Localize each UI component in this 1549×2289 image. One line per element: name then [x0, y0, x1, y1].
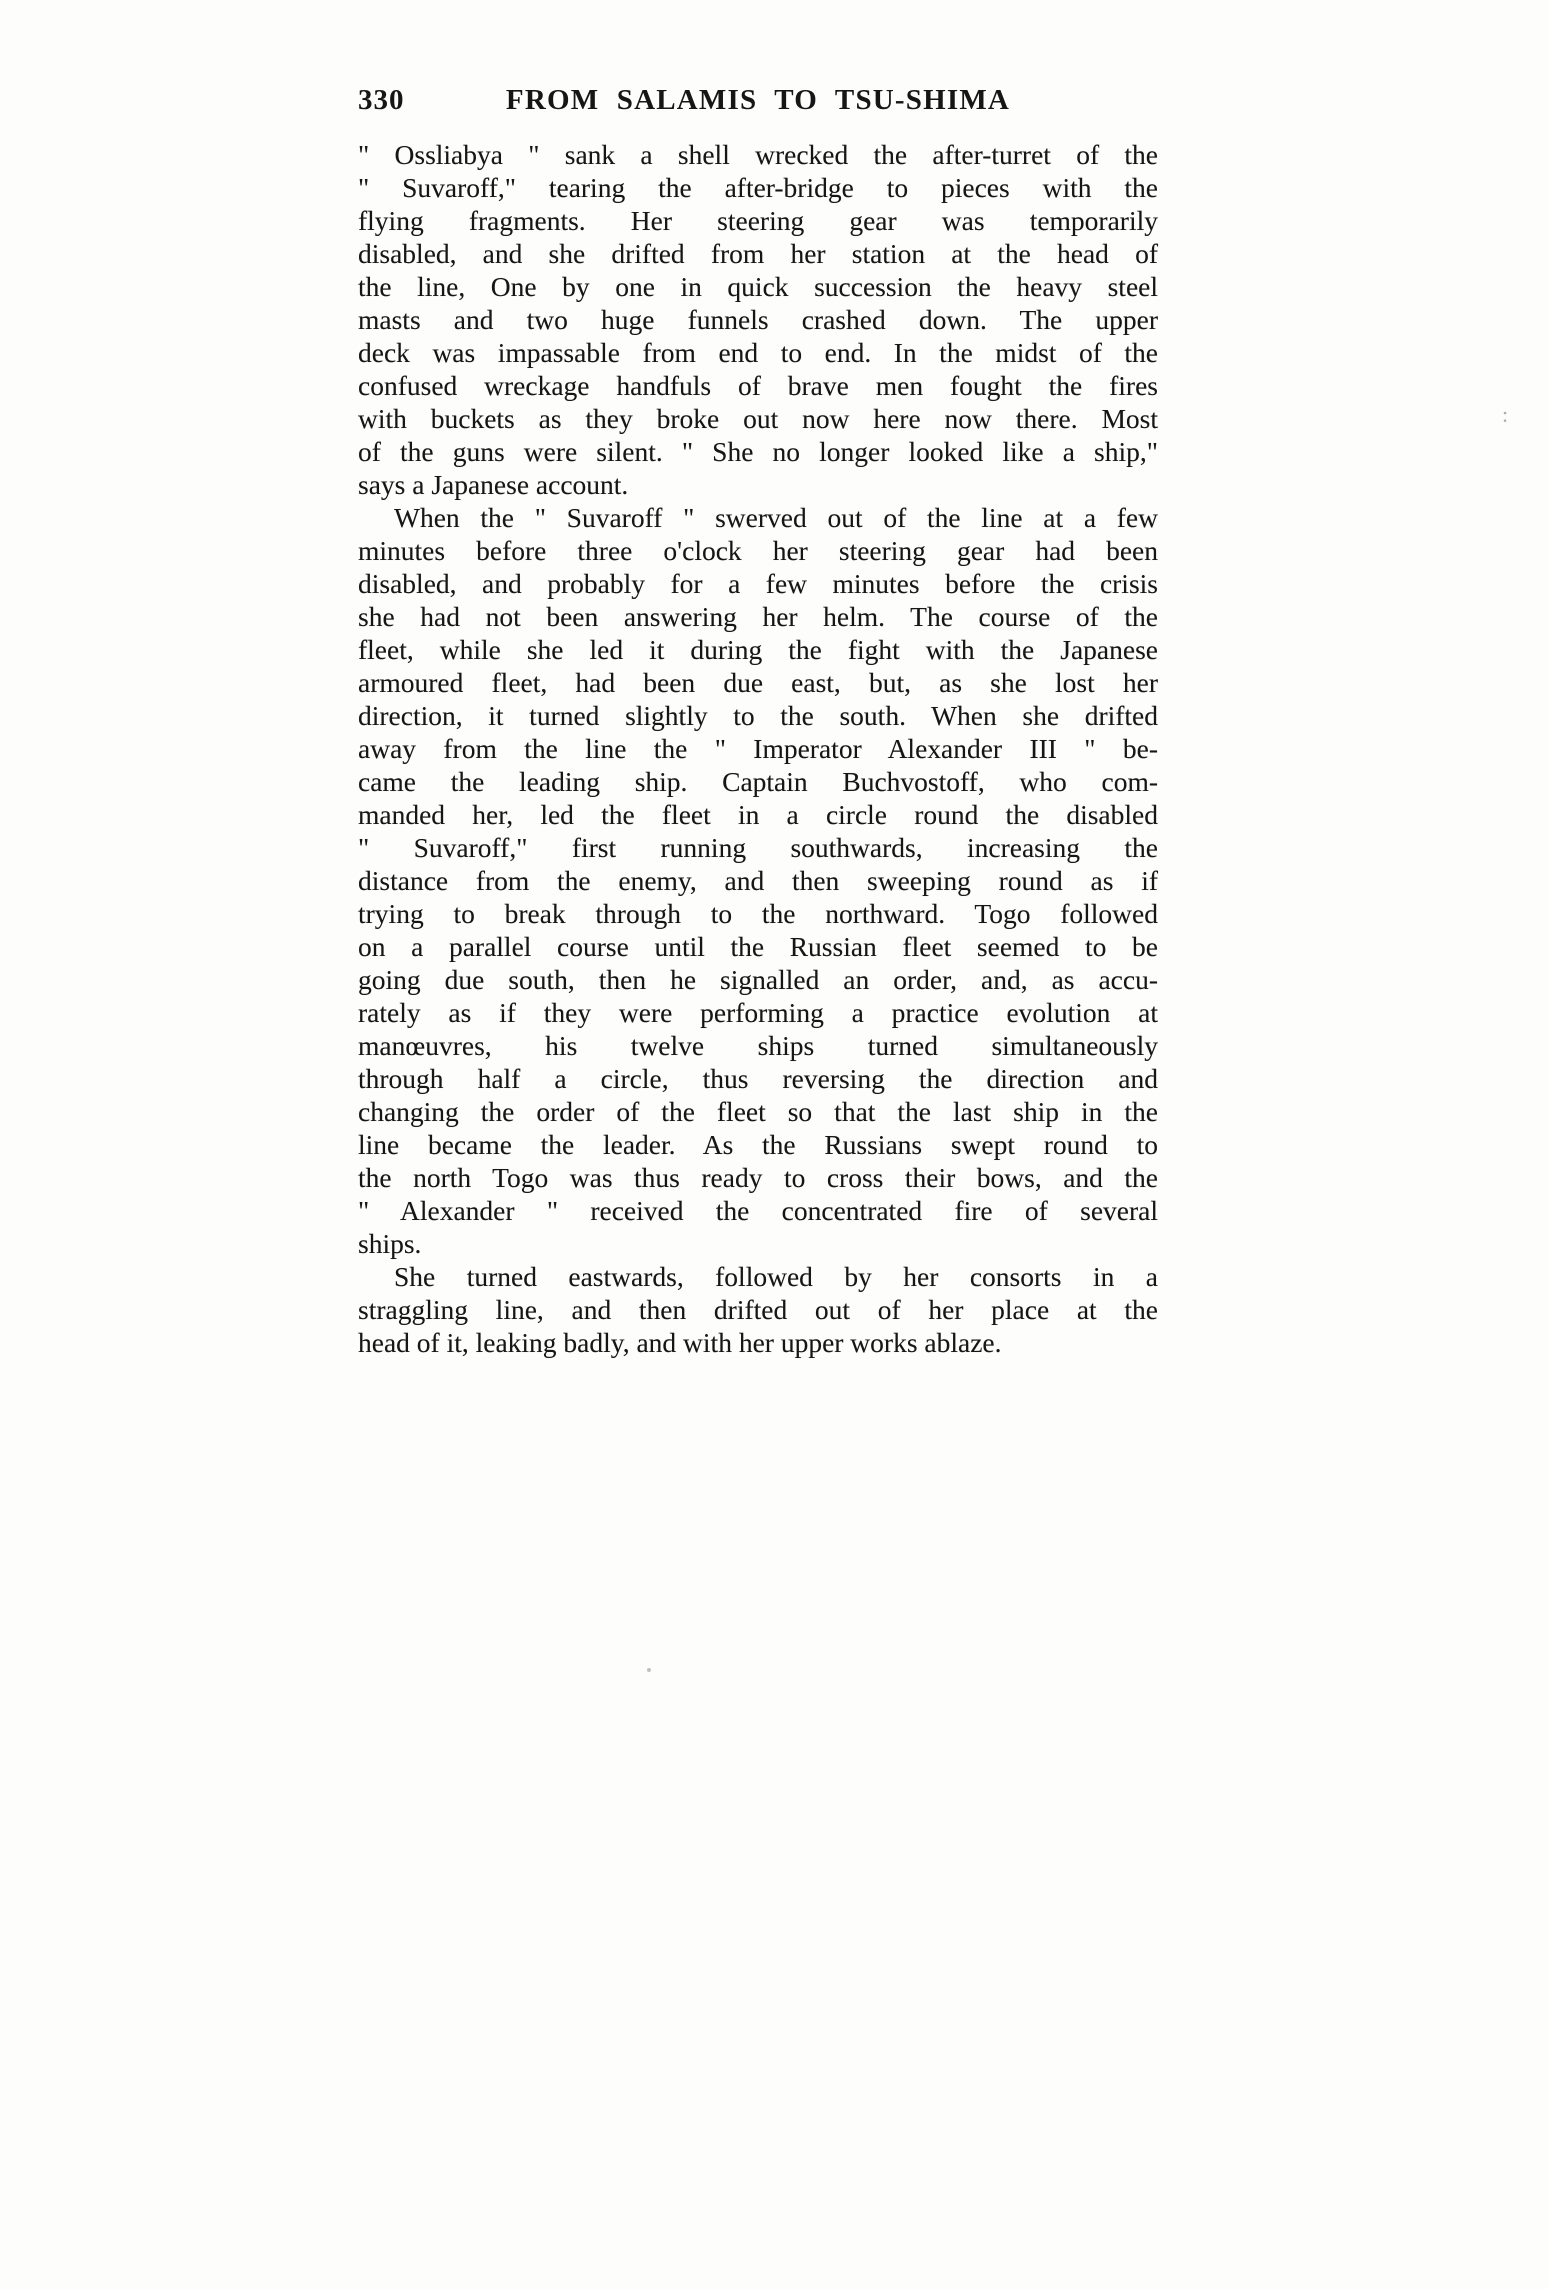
text-line: manded her, led the fleet in a circle round the disabled	[358, 799, 1158, 830]
text-line: the line, One by one in quick succession the heavy steel	[358, 271, 1158, 302]
text-line: came the leading ship. Captain Buchvostoff, who com-	[358, 766, 1158, 797]
text-line: manœuvres, his twelve ships turned simultaneously	[358, 1030, 1158, 1061]
text-line: she had not been answering her helm. The course of the	[358, 601, 1158, 632]
running-title: FROM SALAMIS TO TSU-SHIMA	[505, 84, 1011, 116]
text-line: rately as if they were performing a practice evolution at	[358, 997, 1158, 1028]
text-line: ships.	[358, 1228, 422, 1259]
text-line: the north Togo was thus ready to cross their bows, and the	[358, 1162, 1158, 1193]
text-line: deck was impassable from end to end. In the midst of the	[358, 337, 1158, 368]
text-line: with buckets as they broke out now here now there. Most	[358, 403, 1158, 434]
book-page	[358, 84, 1158, 1359]
text-line: " Ossliabya " sank a shell wrecked the after-turret of the	[358, 139, 1158, 170]
text-line: She turned eastwards, followed by her consorts in a	[394, 1261, 1158, 1292]
text-line: says a Japanese account.	[358, 469, 629, 500]
text-line: direction, it turned slightly to the south. When she drifted	[358, 700, 1158, 731]
scan-artifact-dot	[647, 1668, 651, 1672]
text-line: masts and two huge funnels crashed down. The upper	[358, 304, 1158, 335]
text-line: armoured fleet, had been due east, but, as she lost her	[358, 667, 1158, 698]
text-line: " Alexander " received the concentrated fire of several	[358, 1195, 1158, 1226]
text-line: on a parallel course until the Russian fleet seemed to be	[358, 931, 1158, 962]
text-line: " Suvaroff," first running southwards, increasing the	[358, 832, 1158, 863]
text-line: line became the leader. As the Russians swept round to	[358, 1129, 1158, 1160]
text-line: of the guns were silent. " She no longer looked like a ship,"	[358, 436, 1158, 467]
text-line: confused wreckage handfuls of brave men fought the fires	[358, 370, 1158, 401]
text-line: fleet, while she led it during the fight with the Japanese	[358, 634, 1158, 665]
text-line: " Suvaroff," tearing the after-bridge to pieces with the	[358, 172, 1158, 203]
text-line: distance from the enemy, and then sweeping round as if	[358, 865, 1158, 896]
scan-artifact-colon: :	[1502, 402, 1509, 427]
text-line: disabled, and she drifted from her station at the head of	[358, 238, 1158, 269]
text-line: away from the line the " Imperator Alexander III " be-	[358, 733, 1158, 764]
page-number: 330	[358, 84, 405, 116]
text-line: flying fragments. Her steering gear was temporarily	[358, 205, 1158, 236]
paragraph	[358, 1260, 1158, 1359]
text-line: through half a circle, thus reversing the direction and	[358, 1063, 1158, 1094]
paragraph	[358, 138, 1158, 501]
text-line: disabled, and probably for a few minutes before the crisis	[358, 568, 1158, 599]
text-line: going due south, then he signalled an order, and, as accu-	[358, 964, 1158, 995]
text-block	[358, 138, 1158, 1359]
text-line: trying to break through to the northward. Togo followed	[358, 898, 1158, 929]
text-line: changing the order of the fleet so that the last ship in the	[358, 1096, 1158, 1127]
text-line: head of it, leaking badly, and with her upper works ablaze.	[358, 1327, 1002, 1358]
text-line: minutes before three o'clock her steering gear had been	[358, 535, 1158, 566]
page-header	[358, 84, 1158, 130]
text-line: When the " Suvaroff " swerved out of the line at a few	[394, 502, 1158, 533]
paragraph	[358, 501, 1158, 1260]
text-line: straggling line, and then drifted out of her place at the	[358, 1294, 1158, 1325]
